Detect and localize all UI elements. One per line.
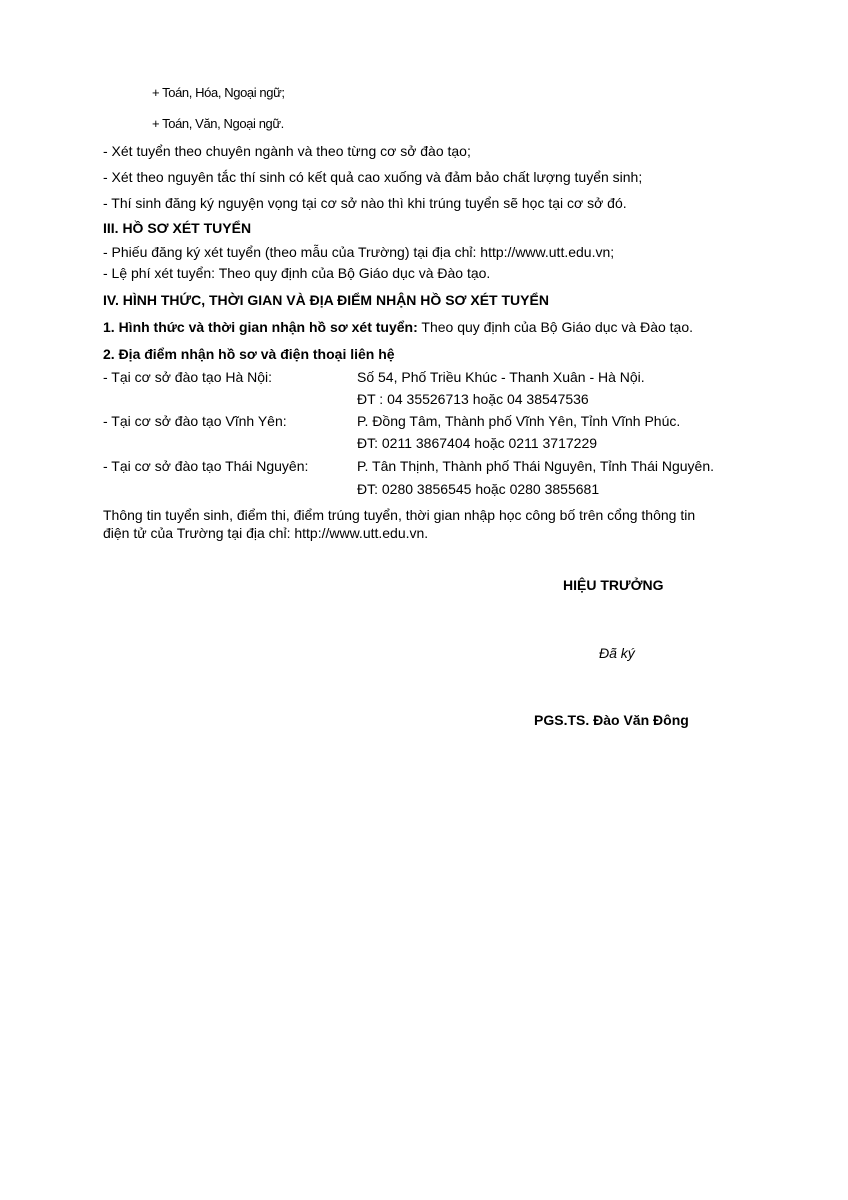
section-4-item-1	[103, 318, 693, 336]
rule-line-2: - Xét theo nguyên tắc thí sinh có kết quả cao xuống và đảm bảo chất lượng tuyển sinh;	[103, 169, 643, 185]
section-4-item-1-label: 1. Hình thức và thời gian nhận hồ sơ xét tuyển:	[103, 319, 418, 335]
section-3-heading: III. HỒ SƠ XÉT TUYỂN	[103, 220, 252, 236]
subject-combo-2: + Toán, Văn, Ngoại ngữ.	[152, 116, 284, 131]
location-thainguyen-name: - Tại cơ sở đào tạo Thái Nguyên:	[103, 458, 309, 474]
location-vinhyen-phone: ĐT: 0211 3867404 hoặc 0211 3717229	[357, 435, 598, 451]
location-vinhyen-address: P. Đồng Tâm, Thành phố Vĩnh Yên, Tỉnh Vĩnh Phúc.	[357, 413, 681, 429]
rule-line-1: - Xét tuyển theo chuyên ngành và theo từng cơ sở đào tạo;	[103, 143, 471, 159]
section-3-item-1: - Phiếu đăng ký xét tuyển (theo mẫu của Trường) tại địa chỉ: http://www.utt.edu.vn;	[103, 244, 615, 260]
signature-title: HIỆU TRƯỞNG	[563, 577, 664, 593]
info-line-2: điện tử của Trường tại địa chỉ: http://www.utt.edu.vn.	[103, 525, 429, 541]
rule-line-3: - Thí sinh đăng ký nguyện vọng tại cơ sở nào thì khi trúng tuyển sẽ học tại cơ sở đó.	[103, 195, 627, 211]
section-3-item-2: - Lệ phí xét tuyển: Theo quy định của Bộ Giáo dục và Đào tạo.	[103, 265, 491, 281]
location-hanoi-address: Số 54, Phố Triều Khúc - Thanh Xuân - Hà Nội.	[357, 369, 645, 385]
section-4-item-2-label: 2. Địa điểm nhận hồ sơ và điện thoại liên hệ	[103, 346, 395, 362]
info-line-1: Thông tin tuyển sinh, điểm thi, điểm trúng tuyển, thời gian nhập học công bố trên cổng thông tin	[103, 507, 696, 523]
signature-status: Đã ký	[599, 645, 635, 661]
signatory-name: PGS.TS. Đào Văn Đông	[534, 712, 689, 728]
location-thainguyen-address: P. Tân Thịnh, Thành phố Thái Nguyên, Tỉnh Thái Nguyên.	[357, 458, 714, 474]
location-hanoi-phone: ĐT : 04 35526713 hoặc 04 38547536	[357, 391, 589, 407]
subject-combo-1: + Toán, Hóa, Ngoại ngữ;	[152, 85, 285, 100]
location-vinhyen-name: - Tại cơ sở đào tạo Vĩnh Yên:	[103, 413, 287, 429]
section-4-heading: IV. HÌNH THỨC, THỜI GIAN VÀ ĐỊA ĐIỂM NHẬN HỒ SƠ XÉT TUYỂN	[103, 292, 549, 308]
section-4-item-1-text: Theo quy định của Bộ Giáo dục và Đào tạo.	[421, 319, 694, 335]
location-thainguyen-phone: ĐT: 0280 3856545 hoặc 0280 3855681	[357, 481, 600, 497]
location-hanoi-name: - Tại cơ sở đào tạo Hà Nội:	[103, 369, 273, 385]
